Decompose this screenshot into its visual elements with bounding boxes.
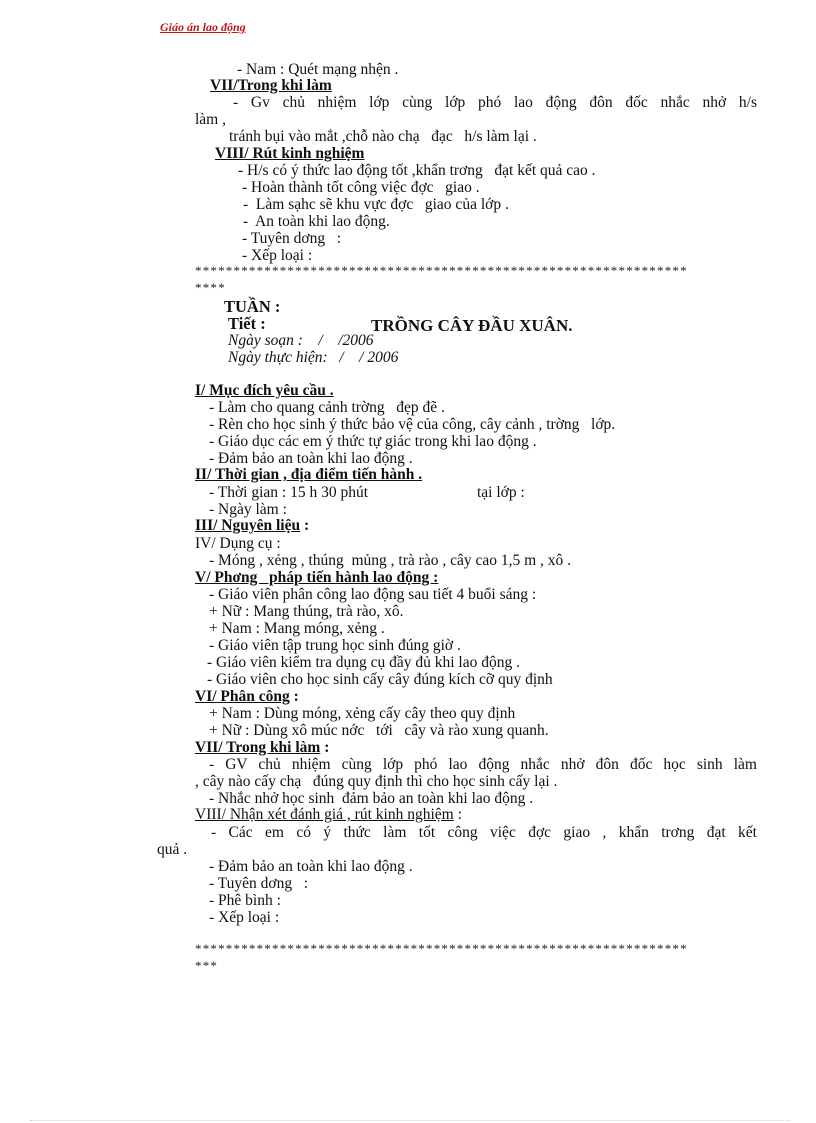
section-7-text-line-2: tránh bụi vào mắt ,chỗ nào chạ đạc h/s làm lại .	[229, 128, 537, 145]
star-divider-bottom: ****************************************************************	[195, 941, 688, 956]
section-7-body-line-3: - Nhắc nhở học sinh đảm bảo an toàn khi lao động .	[209, 790, 534, 807]
section-8-item: - Làm sạhc sẽ khu vực đợc giao của lớp .	[243, 196, 509, 213]
section-1-item: - Làm cho quang cảnh trờng đẹp đẽ .	[209, 399, 445, 416]
prepared-date: Ngày soạn : / /2006	[228, 332, 374, 349]
section-8-item: - H/s có ý thức lao động tốt ,khẩn trơng đạt kết quả cao .	[238, 162, 596, 179]
section-8-item: - Tuyên dơng :	[242, 230, 342, 247]
section-6-item: + Nam : Dùng móng, xẻng cấy cây theo quy định	[209, 705, 516, 722]
section-5-item: - Giáo viên cho học sinh cấy cây đúng kích cỡ quy định	[207, 671, 553, 688]
section-8-item: - Phê bình :	[209, 892, 281, 909]
section-8-item: - Xếp loại :	[242, 247, 313, 264]
section-5-item: - Giáo viên phân công lao động sau tiết 4 buổi sáng :	[209, 586, 537, 603]
section-5-heading: V/ Phơng pháp tiến hành lao động :	[195, 569, 439, 586]
section-1-item: - Giáo dục các em ý thức tự giác trong khi lao động .	[209, 433, 537, 450]
time-line: - Thời gian : 15 h 30 phút	[209, 484, 369, 501]
section-5-item: - Giáo viên tập trung học sinh đúng giờ .	[209, 637, 461, 654]
section-5-item: + Nam : Mang móng, xẻng .	[209, 620, 385, 637]
section-7-heading-prev: VII/Trong khi làm	[210, 77, 332, 94]
taught-date: Ngày thực hiện: / / 2006	[228, 349, 399, 366]
section-6-heading-row	[195, 688, 299, 705]
star-divider: ****************************************************************	[195, 263, 688, 278]
star-divider-tail: ****	[195, 280, 226, 295]
lesson-title: TRỒNG CÂY ĐẦU XUÂN.	[371, 316, 573, 335]
section-7-body-line: - GV chủ nhiệm cùng lớp phó lao động nhắc nhở đôn đốc học sinh làm	[209, 756, 757, 773]
section-7-text-wrap: làm ,	[195, 111, 226, 128]
section-4-heading: IV/ Dụng cụ :	[195, 535, 281, 552]
section-8-body-wrap: quả .	[157, 841, 188, 858]
tools-line: - Móng , xẻng , thúng mủng , trà rào , cây cao 1,5 m , xô .	[209, 552, 572, 569]
section-8-heading-prev: VIII/ Rút kinh nghiệm	[215, 145, 365, 162]
section-6-colon: :	[289, 688, 299, 705]
section-7-body-line-2: , cây nào cấy chạ đúng quy định thì cho học sinh cấy lại .	[195, 773, 558, 790]
section-7-colon: :	[320, 739, 330, 756]
section-8-heading: VIII/ Nhận xét đánh giá , rút kinh nghiệm	[195, 806, 454, 823]
section-8-item: - An toàn khi lao động.	[243, 213, 390, 230]
section-8-item: - Xếp loại :	[209, 909, 280, 926]
section-7-text-line: - Gv chủ nhiệm lớp cùng lớp phó lao động đôn đốc nhắc nhở h/s	[233, 94, 757, 111]
document-header-label: Giáo án lao động	[160, 20, 246, 34]
page-bottom-rule	[30, 1120, 790, 1121]
section-7-heading-row	[195, 739, 329, 756]
week-label: TUẦN :	[224, 297, 281, 316]
section-1-heading: I/ Mục đích yêu cầu .	[195, 382, 334, 399]
section-3-heading-row	[195, 517, 309, 534]
section-2-heading: II/ Thời gian , địa điểm tiến hành .	[195, 466, 423, 483]
section-3-heading: III/ Nguyên liệu	[195, 517, 301, 534]
section-8-body-line: - Các em có ý thức làm tốt công việc đợc giao , khẩn trơng đạt kết	[211, 824, 757, 841]
section-8-colon: :	[453, 806, 462, 823]
section-1-item: - Rèn cho học sinh ý thức bảo vệ của công, cây cảnh , trờng lớp.	[209, 416, 616, 433]
period-label: Tiết :	[228, 314, 266, 333]
section-5-item: + Nữ : Mang thúng, trà rào, xô.	[209, 603, 404, 620]
section-8-item: - Tuyên dơng :	[209, 875, 309, 892]
section-6-item: + Nữ : Dùng xô múc nớc tới cây và rào xung quanh.	[209, 722, 549, 739]
section-7-heading: VII/ Trong khi làm	[195, 739, 321, 756]
section-6-heading: VI/ Phân công	[195, 688, 290, 705]
section-3-colon: :	[300, 517, 310, 534]
duty-nam-line: - Nam : Quét mạng nhện .	[237, 61, 399, 78]
star-divider-bottom-tail: ***	[195, 958, 219, 973]
day-line: - Ngày làm :	[209, 501, 287, 518]
section-8-item: - Hoàn thành tốt công việc đợc giao .	[242, 179, 480, 196]
place-label: tại lớp :	[477, 484, 525, 501]
section-5-item: - Giáo viên kiểm tra dụng cụ đầy đủ khi lao động .	[207, 654, 520, 671]
section-1-item: - Đảm bảo an toàn khi lao động .	[209, 450, 413, 467]
section-8-item: - Đảm bảo an toàn khi lao động .	[209, 858, 413, 875]
section-8-heading-row	[195, 806, 462, 823]
